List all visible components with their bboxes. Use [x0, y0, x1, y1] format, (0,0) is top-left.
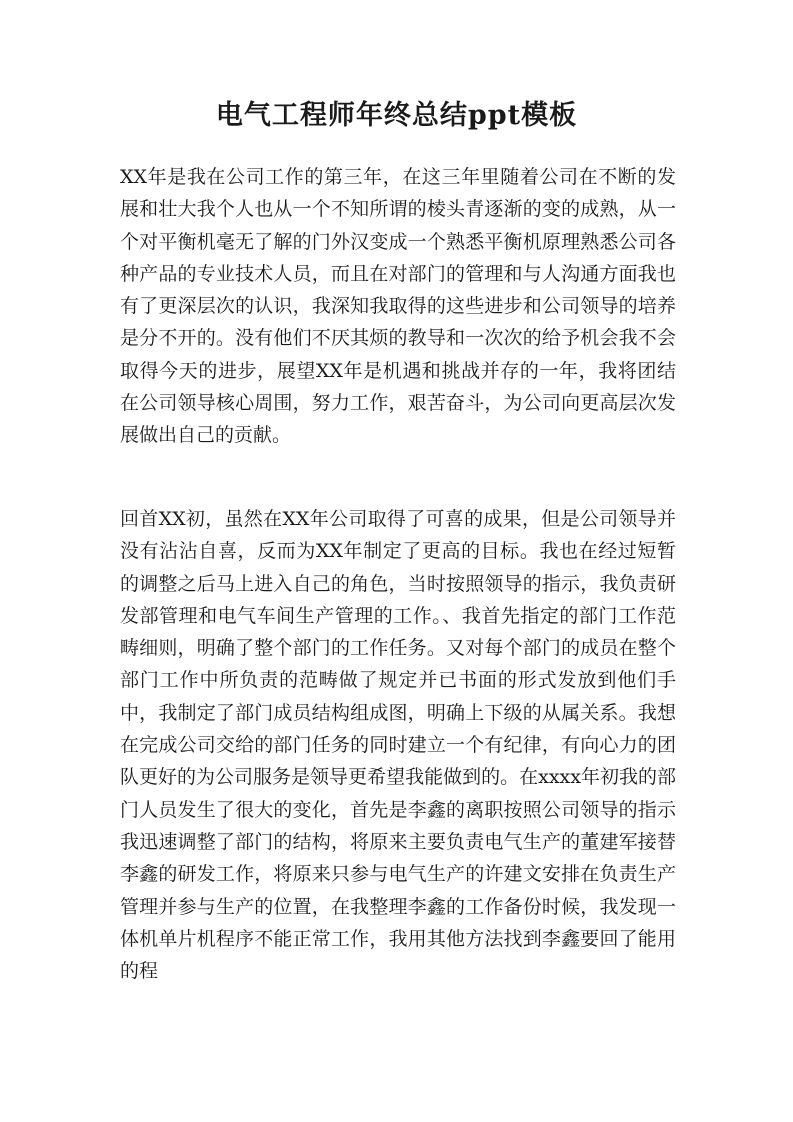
body-paragraph-1: XX年是我在公司工作的第三年，在这三年里随着公司在不断的发展和壮大我个人也从一个不知所谓的棱头青逐渐的变的成熟，从一个对平衡机毫无了解的门外汉变成一个熟悉平衡机原理熟悉公司各种产品的专业技术人员，而且在对部门的管理和与人沟通方面我也有了更深层次的认识，我深知我取得的这些进步和公司领导的培养是分不开的。没有他们不厌其烦的教导和一次次的给予机会我不会取得今天的进步，展望XX年是机遇和挑战并存的一年，我将团结在公司领导核心周围，努力工作，艰苦奋斗，为公司向更高层次发展做出自己的贡献。	[120, 166, 676, 447]
document-title: 电气工程师年终总结ppt模板	[215, 100, 578, 131]
body-paragraph-2: 回首XX初，虽然在XX年公司取得了可喜的成果，但是公司领导并没有沾沾自喜，反而为XX年制定了更高的目标。我也在经过短暂的调整之后马上进入自己的角色，当时按照领导的指示，我负责研发部管理和电气车间生产管理的工作。、我首先指定的部门工作范畴细则，明确了整个部门的工作任务。又对每个部门的成员在整个部门工作中所负责的范畴做了规定并已书面的形式发放到他们手中，我制定了部门成员结构组成图，明确上下级的从属关系。我想在完成公司交给的部门任务的同时建立一个有纪律，有向心力的团队更好的为公司服务是领导更希望我能做到的。在xxxx年初我的部门人员发生了很大的变化，首先是李鑫的离职按照公司领导的指示我迅速调整了部门的结构，将原来主要负责电气生产的董建军接替李鑫的研发工作，将原来只参与电气生产的许建文安排在负责生产管理并参与生产的位置，在我整理李鑫的工作备份时候，我发现一体机单片机程序不能正常工作，我用其他方法找到李鑫要回了能用的程	[120, 508, 676, 983]
